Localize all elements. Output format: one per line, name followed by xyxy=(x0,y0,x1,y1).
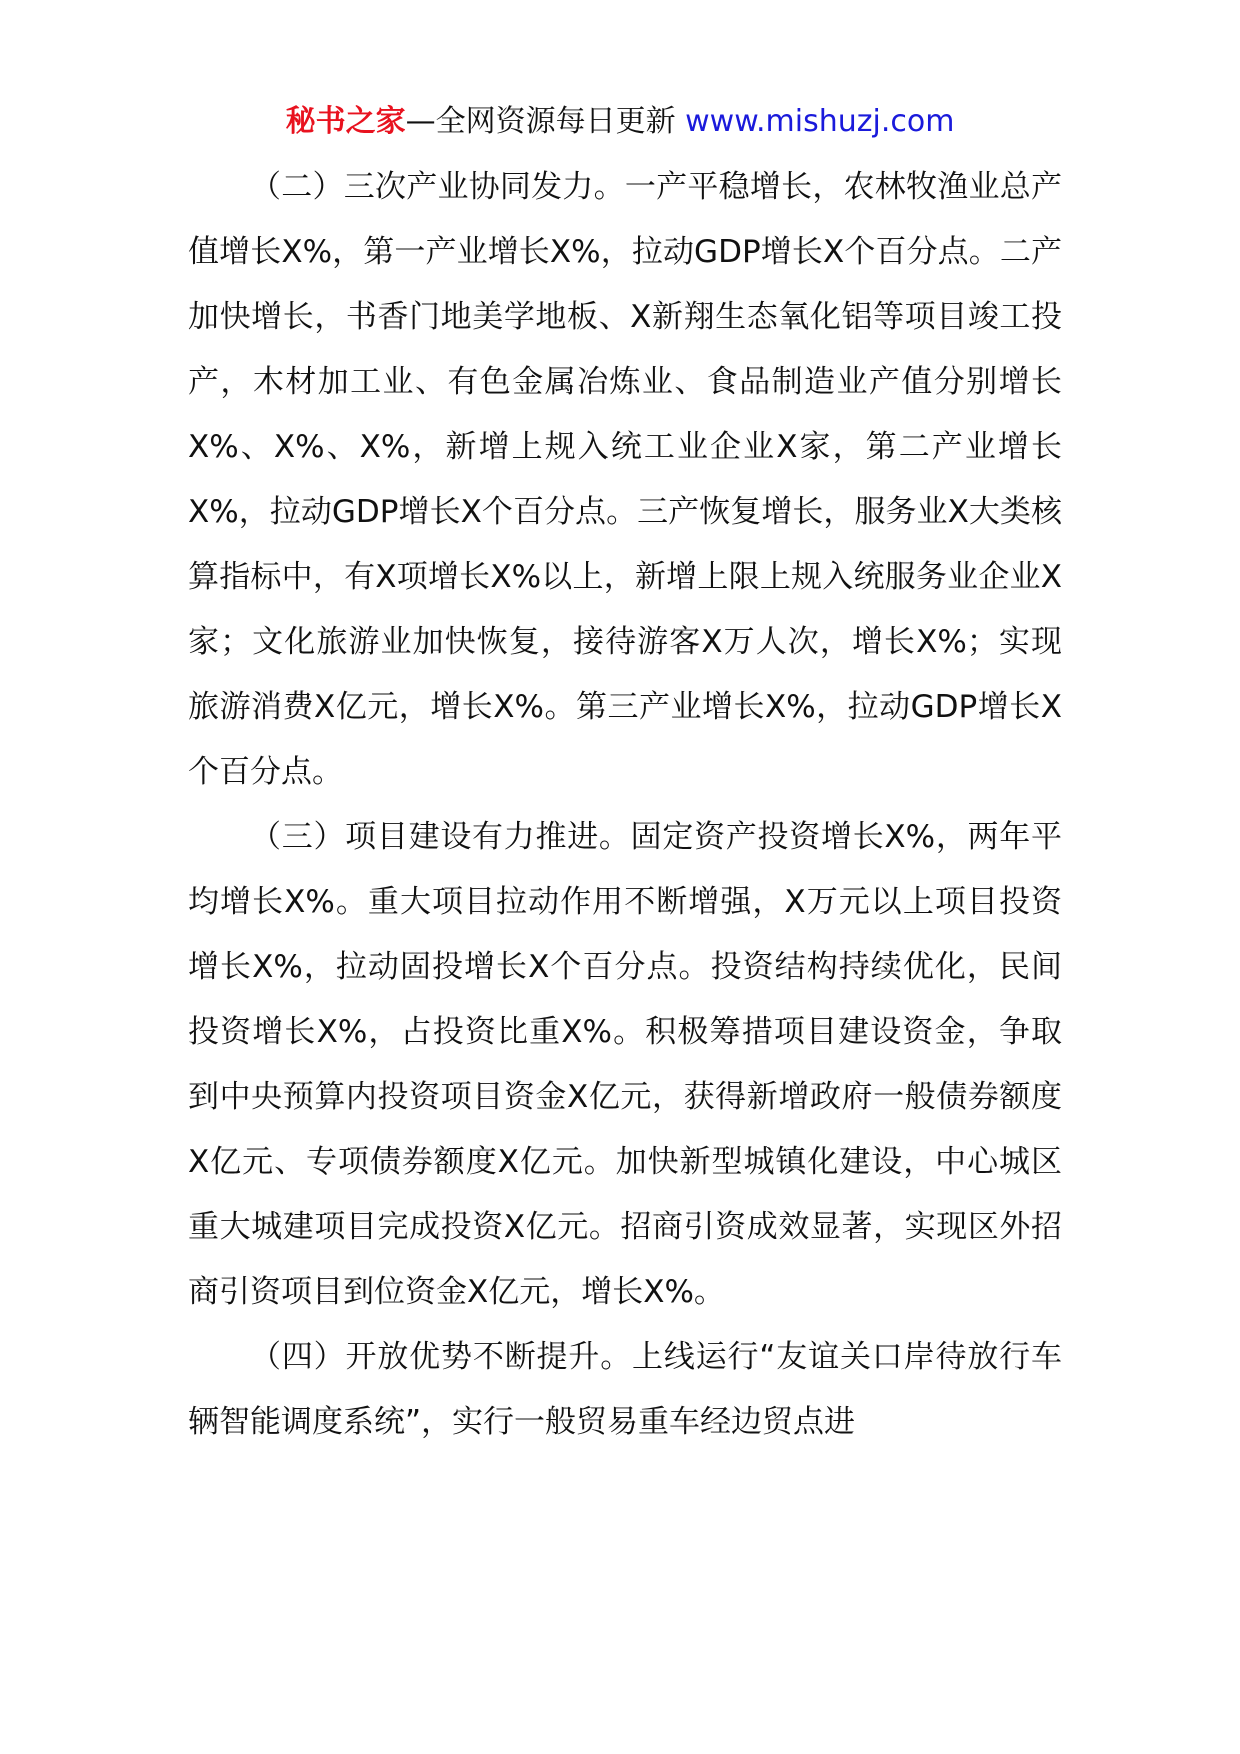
header-tagline: —全网资源每日更新 xyxy=(405,104,686,139)
site-header xyxy=(0,100,1240,144)
paragraph-projects: （三）项目建设有力推进。固定资产投资增长X%，两年平均增长X%。重大项目拉动作用不断增强，X万元以上项目投资增长X%，拉动固投增长X个百分点。投资结构持续优化，民间投资增长X%，占投资比重X%。积极筹措项目建设资金，争取到中央预算内投资项目资金X亿元，获得新增政府一般债券额度X亿元、专项债券额度X亿元。加快新型城镇化建设，中心城区重大城建项目完成投资X亿元。招商引资成效显著，实现区外招商引资项目到位资金X亿元，增长X%。 xyxy=(188,819,1062,1310)
site-url-link[interactable]: www.mishuzj.com xyxy=(685,104,955,139)
paragraph-opening: （四）开放优势不断提升。上线运行“友谊关口岸待放行车辆智能调度系统”，实行一般贸易重车经边贸点进 xyxy=(188,1339,1062,1440)
document-body xyxy=(188,155,1062,1455)
paragraph-industry: （二）三次产业协同发力。一产平稳增长，农林牧渔业总产值增长X%，第一产业增长X%，拉动GDP增长X个百分点。二产加快增长，书香门地美学地板、X新翔生态氧化铝等项目竣工投产，木材加工业、有色金属冶炼业、食品制造业产值分别增长X%、X%、X%，新增上规入统工业企业X家，第二产业增长X%，拉动GDP增长X个百分点。三产恢复增长，服务业X大类核算指标中，有X项增长X%以上，新增上限上规入统服务业企业X家；文化旅游业加快恢复，接待游客X万人次，增长X%；实现旅游消费X亿元，增长X%。第三产业增长X%，拉动GDP增长X个百分点。 xyxy=(188,169,1062,790)
brand-name: 秘书之家 xyxy=(285,104,406,139)
